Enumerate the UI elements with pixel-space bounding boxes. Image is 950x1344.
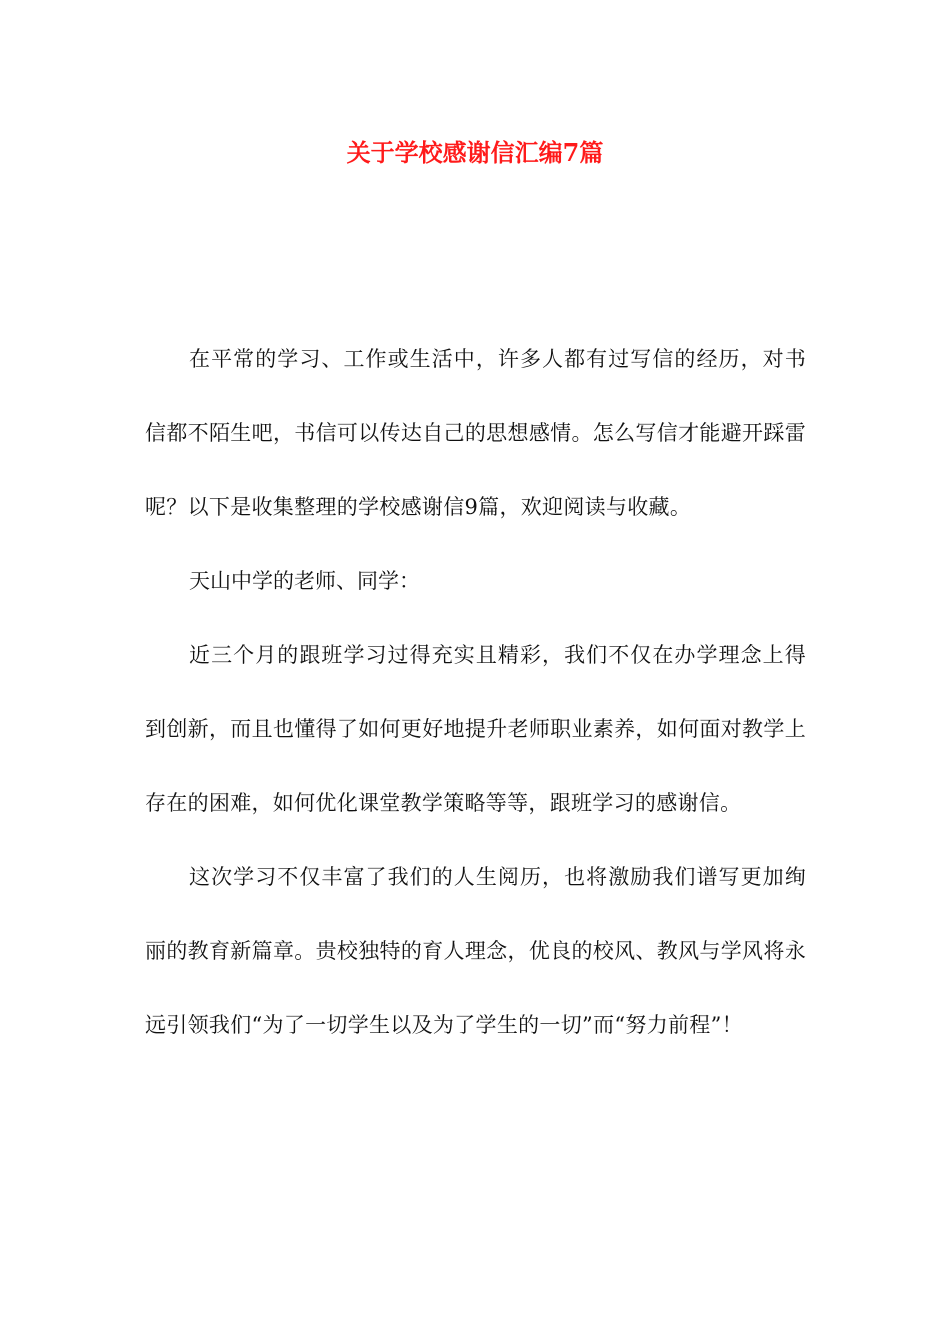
document-body xyxy=(145,322,806,1062)
letter-salutation: 天山中学的老师、同学： xyxy=(189,569,420,593)
document-title: 关于学校感谢信汇编7篇 xyxy=(346,138,604,167)
intro-paragraph: 在平常的学习、工作或生活中，许多人都有过写信的经历，对书信都不陌生吧，书信可以传达自己的思想感情。怎么写信才能避开踩雷呢？以下是收集整理的学校感谢信9篇，欢迎阅读与收藏。 xyxy=(145,347,806,519)
letter-paragraph-1: 近三个月的跟班学习过得充实且精彩，我们不仅在办学理念上得到创新，而且也懂得了如何更好地提升老师职业素养，如何面对教学上存在的困难，如何优化课堂教学策略等等，跟班学习的感谢信。 xyxy=(145,643,806,815)
letter-paragraph-2: 这次学习不仅丰富了我们的人生阅历，也将激励我们谱写更加绚丽的教育新篇章。贵校独特的育人理念，优良的校风、教风与学风将永远引领我们“为了一切学生以及为了学生的一切”而“努力前程”！ xyxy=(145,865,806,1037)
